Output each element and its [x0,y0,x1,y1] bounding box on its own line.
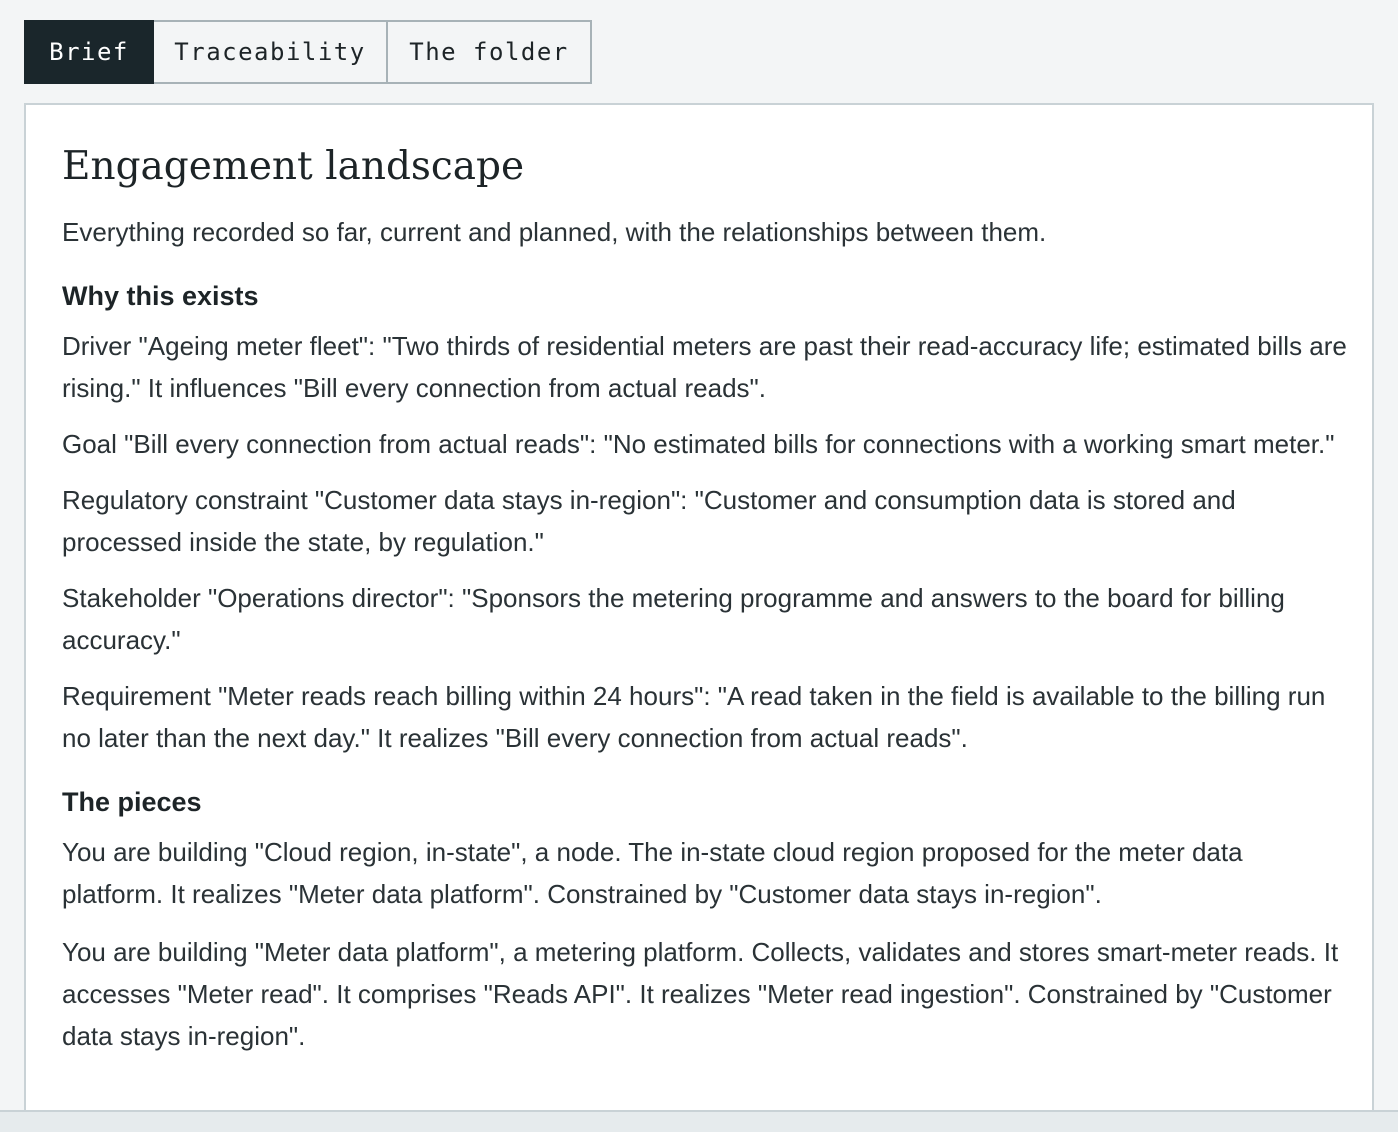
tab-bar [24,20,592,84]
section-heading-why-this-exists: Why this exists [62,281,259,311]
paragraph-stakeholder: Stakeholder "Operations director": "Sponsors the metering programme and answers to the board for billing accuracy." [62,583,1285,655]
tab-traceability[interactable]: Traceability [154,20,388,84]
horizontal-scrollbar-track[interactable] [0,1110,1398,1132]
brief-panel [24,103,1374,1132]
paragraph-meter-data-platform: You are building "Meter data platform", a metering platform. Collects, validates and stores smart-meter reads. It accesses "Meter read". It comprises "Reads API". It realizes "Meter read ingestion". Constrained by "Customer data stays in-region". [62,937,1339,1051]
tab-the-folder[interactable]: The folder [388,20,592,84]
paragraph-driver: Driver "Ageing meter fleet": "Two thirds of residential meters are past their read-accuracy life; estimated bills are rising." It influences "Bill every connection from actual reads". [62,331,1347,403]
paragraph-goal: Goal "Bill every connection from actual reads": "No estimated bills for connections with a working smart meter." [62,429,1335,459]
tab-brief[interactable]: Brief [24,20,154,84]
page-title: Engagement landscape [62,144,525,189]
paragraph-cloud-region: You are building "Cloud region, in-state", a node. The in-state cloud region proposed for the meter data platform. It realizes "Meter data platform". Constrained by "Customer data stays in-region". [62,837,1243,909]
paragraph-regulatory-constraint: Regulatory constraint "Customer data stays in-region": "Customer and consumption data is stored and processed inside the state, by regulation." [62,485,1236,557]
paragraph-requirement: Requirement "Meter reads reach billing within 24 hours": "A read taken in the field is available to the billing run no later than the next day." It realizes "Bill every connection from actual reads". [62,681,1326,753]
section-heading-the-pieces: The pieces [62,787,202,817]
page-subtitle: Everything recorded so far, current and planned, with the relationships between them. [62,217,1047,247]
